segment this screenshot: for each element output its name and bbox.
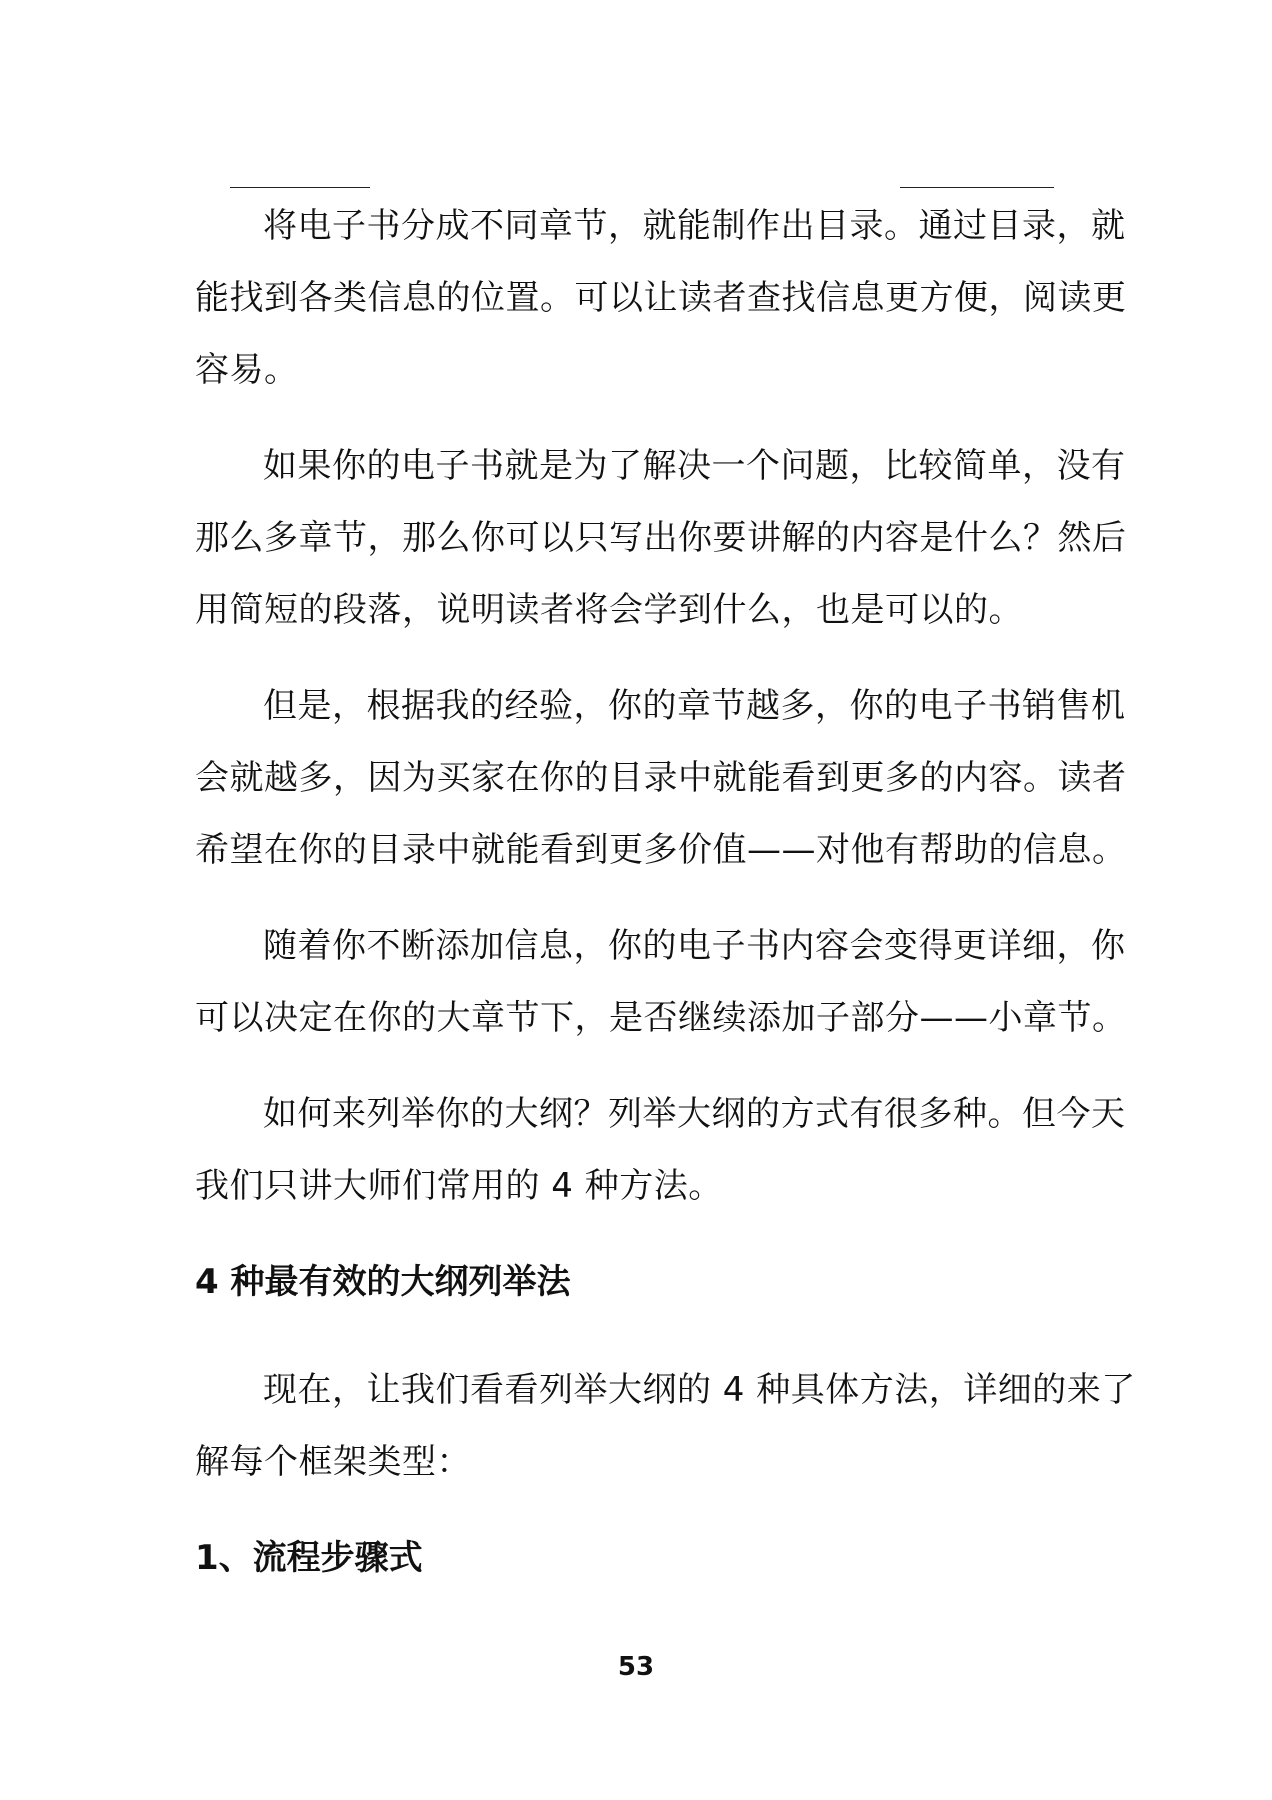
paragraph — [195, 1078, 1126, 1222]
paragraph — [195, 430, 1127, 646]
text-line: 解每个框架类型： — [195, 1442, 471, 1482]
text-line: 现在，让我们看看列举大纲的 4 种具体方法，详细的来了 — [263, 1370, 1136, 1410]
page-number: 53 — [617, 1652, 655, 1682]
text-line: 如何来列举你的大纲？列举大纲的方式有很多种。但今天 — [263, 1094, 1126, 1134]
text-line: 那么多章节，那么你可以只写出你要讲解的内容是什么？然后 — [195, 518, 1127, 558]
paragraph — [195, 190, 1127, 406]
text-line: 容易。 — [195, 350, 299, 390]
text-line: 我们只讲大师们常用的 4 种方法。 — [195, 1166, 723, 1206]
text-line: 随着你不断添加信息，你的电子书内容会变得更详细，你 — [263, 926, 1126, 966]
subsection-heading: 1、流程步骤式 — [195, 1538, 423, 1578]
paragraph — [195, 910, 1127, 1054]
text-line: 会就越多，因为买家在你的目录中就能看到更多的内容。读者 — [195, 758, 1127, 798]
section-heading: 4 种最有效的大纲列举法 — [195, 1262, 571, 1302]
paragraph — [195, 670, 1127, 886]
text-line: 希望在你的目录中就能看到更多价值——对他有帮助的信息。 — [195, 830, 1127, 870]
text-line: 如果你的电子书就是为了解决一个问题，比较简单，没有 — [263, 446, 1126, 486]
header-rule-left — [230, 187, 370, 188]
text-line: 用简短的段落，说明读者将会学到什么，也是可以的。 — [195, 590, 1023, 630]
paragraph — [195, 1354, 1136, 1498]
page-body — [195, 190, 1136, 1630]
text-line: 能找到各类信息的位置。可以让读者查找信息更方便，阅读更 — [195, 278, 1127, 318]
text-line: 但是，根据我的经验，你的章节越多，你的电子书销售机 — [263, 686, 1126, 726]
text-line: 将电子书分成不同章节，就能制作出目录。通过目录，就 — [263, 206, 1126, 246]
text-line: 可以决定在你的大章节下，是否继续添加子部分——小章节。 — [195, 998, 1127, 1038]
header-rule-right — [900, 187, 1054, 188]
